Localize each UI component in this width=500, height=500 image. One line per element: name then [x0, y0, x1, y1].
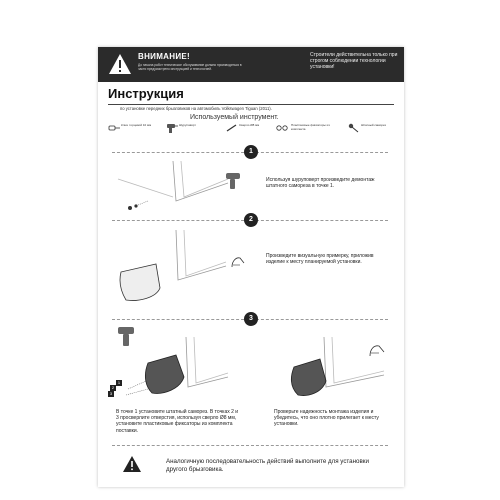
tool-label: Пластиковые фиксаторы из комплекта: [291, 123, 330, 131]
step-1-illustration: [118, 161, 228, 219]
tools-heading: Используемый инструмент.: [190, 114, 279, 121]
step-1-text: Используя шуруповерт произведите демонтаж штатного самореза в точке 1.: [266, 177, 375, 190]
step-3-left-text: В точке 1 установите штатный саморез. В точках 2 и 3 просверлите отверстия, используя сверло Ø8 мм, установите пластиковые фиксаторы из комплекта поставки.: [116, 409, 239, 434]
page-title: Инструкция: [108, 86, 184, 101]
callout-one: 1: [117, 380, 121, 385]
warning-icon: [122, 455, 142, 473]
step-3-right-text: Проверьте надежность монтажа изделия и убедитесь, что оно плотно прилегает к месту установки.: [274, 409, 379, 428]
warning-icon: [108, 53, 132, 75]
step-3-left-illustration: [108, 337, 228, 397]
plastic-clips-icon: [276, 123, 290, 133]
tools-list: [108, 123, 394, 137]
hand-check-icon: [368, 342, 386, 358]
footer-divider: [112, 445, 388, 446]
self-tapping-screw-icon: [348, 123, 360, 133]
tool-label: Ключ торцевой 10 мм: [121, 123, 152, 127]
title-underline: [108, 104, 394, 105]
drill-bit-icon: [226, 123, 238, 133]
socket-wrench-icon: [108, 123, 120, 133]
step-1-badge: 1: [244, 145, 258, 159]
tool-label: Шуруповёрт: [179, 123, 196, 127]
footer-text: Аналогичную последовательность действий выполните для установки другого брызговика.: [166, 458, 369, 473]
tool-label: Штатный саморез: [361, 123, 386, 127]
page-subtitle: по установке передних брызговиков на автомобиль Volkswagen Tiguan (2011).: [120, 106, 272, 111]
callout-three: 3: [109, 391, 113, 396]
hand-fit-icon: [230, 255, 246, 269]
step-2-badge: 2: [244, 213, 258, 227]
step-3-badge: 3: [244, 312, 258, 326]
instruction-sheet: [98, 47, 404, 487]
step-2-illustration: [116, 230, 226, 305]
warning-right-text: Строители действительна только при строгом соблюдении технологии установки!: [310, 52, 398, 70]
warning-small-text: До начала работ техническое обслуживание должно производиться в части предусмотрено инструкцией и технологией.: [138, 63, 242, 71]
warning-banner: [98, 47, 404, 82]
screwdriver-drill-icon: [226, 173, 242, 191]
tool-label: Сверло Ø8 мм: [239, 123, 260, 127]
warning-title: ВНИМАНИЕ!: [138, 52, 190, 61]
screwdriver-drill-icon: [166, 123, 178, 133]
step-2-text: Произведите визуальную примерку, приложив изделие к месту планируемой установки.: [266, 253, 374, 266]
footer-note: [108, 450, 394, 480]
callout-two: 2: [111, 385, 115, 390]
